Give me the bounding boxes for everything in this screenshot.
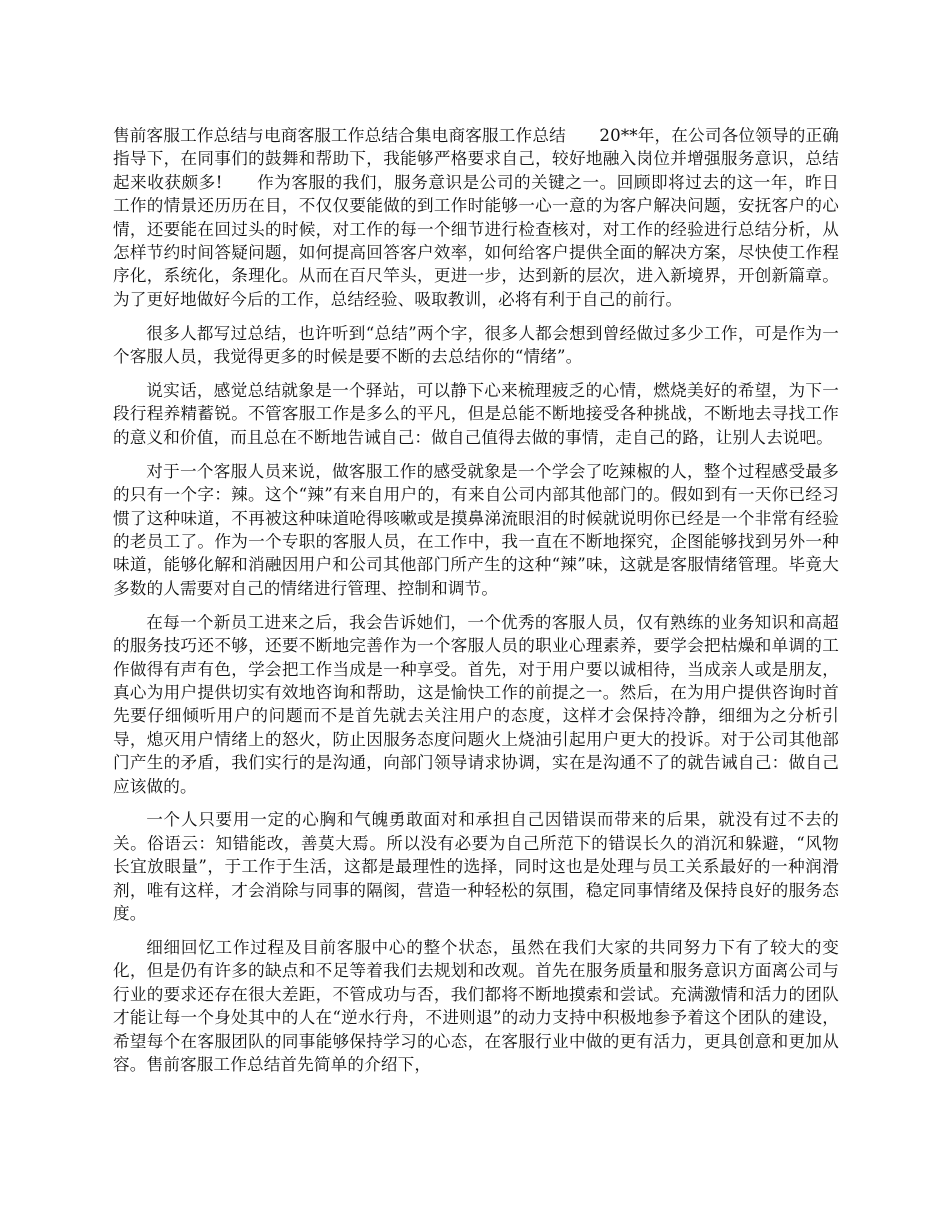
paragraph-facing-mistakes: 一个人只要用一定的心胸和气魄勇敢面对和承担自己因错误而带来的后果，就没有过不去的关。俗语云：知错能改，善莫大焉。所以没有必要为自己所范下的错误长久的消沉和躲避，“风物长宜放眼量”，于工作于生活，这都是最理性的选择，同时这也是处理与员工关系最好的一种润滑剂，唯有这样，才会消除与同事的隔阂，营造一种轻松的氛围，稳定同事情绪及保持良好的服务态度。 (113, 810, 839, 924)
paragraph-new-employee: 在每一个新员工进来之后，我会告诉她们，一个优秀的客服人员，仅有熟练的业务知识和高超的服务技巧还不够，还要不断地完善作为一个客服人员的职业心理素养，要学会把枯燥和单调的工作做得有声有色，学会把工作当成是一种享受。首先，对于用户要以诚相待，当成亲人或是朋友，真心为用户提供切实有效地咨询和帮助，这是愉快工作的前提之一。然后，在为用户提供咨询时首先要仔细倾听用户的问题而不是首先就去关注用户的态度，这样才会保持冷静，细细为之分析引导，熄灭用户情绪上的怒火，防止因服务态度问题火上烧油引起用户更大的投诉。对于公司其他部门产生的矛盾，我们实行的是沟通，向部门领导请求协调，实在是沟通不了的就告诫自己：做自己应该做的。 (113, 612, 839, 796)
paragraph-spicy-feeling: 对于一个客服人员来说，做客服工作的感受就象是一个学会了吃辣椒的人，整个过程感受最多的只有一个字：辣。这个“辣”有来自用户的，有来自公司内部其他部门的。假如到有一天你已经习惯了这种味道，不再被这种味道呛得咳嗽或是摸鼻涕流眼泪的时候就说明你已经是一个非常有经验的老员工了。作为一个专职的客服人员，在工作中，我一直在不断地探究，企图能够找到另外一种味道，能够化解和消融因用户和公司其他部门所产生的这种“辣”味，这就是客服情绪管理。毕竟大多数的人需要对自己的情绪进行管理、控制和调节。 (113, 461, 839, 598)
document-body (113, 124, 839, 1087)
paragraph-review-status: 细细回忆工作过程及目前客服中心的整个状态，虽然在我们大家的共同努力下有了较大的变化，但是仍有许多的缺点和不足等着我们去规划和改观。首先在服务质量和服务意识方面离公司与行业的要求还存在很大差距，不管成功与否，我们都将不断地摸索和尝试。充满激情和活力的团队才能让每一个身处其中的人在“逆水行舟，不进则退”的动力支持中积极地参予着这个团队的建设，希望每个在客服团队的同事能够保持学习的心态，在客服行业中做的更有活力，更具创意和更加从容。售前客服工作总结首先简单的介绍下， (113, 938, 839, 1075)
paragraph-summary-emotion: 很多人都写过总结，也许听到“总结”两个字，很多人都会想到曾经做过多少工作，可是作为一个客服人员，我觉得更多的时候是要不断的去总结你的“情绪”。 (113, 323, 839, 367)
paragraph-summary-station: 说实话，感觉总结就象是一个驿站，可以静下心来梳理疲乏的心情，燃烧美好的希望，为下一段行程养精蓄锐。不管客服工作是多么的平凡，但是总能不断地接受各种挑战，不断地去寻找工作的意义和价值，而且总在不断地告诫自己：做自己值得去做的事情，走自己的路，让别人去说吧。 (113, 381, 839, 447)
paragraph-intro: 售前客服工作总结与电商客服工作总结合集电商客服工作总结 20**年，在公司各位领导的正确指导下，在同事们的鼓舞和帮助下，我能够严格要求自己，较好地融入岗位并增强服务意识，总结起来收获颇多! 作为客服的我们，服务意识是公司的关键之一。回顾即将过去的这一年，昨日工作的情景还历历在目，不仅仅要能做的到工作时能够一心一意的为客户解决问题，安抚客户的心情，还要能在回过头的时候，对工作的每一个细节进行检查核对，对工作的经验进行总结分析，从怎样节约时间答疑问题，如何提高回答客户效率，如何给客户提供全面的解决方案，尽快使工作程序化，系统化，条理化。从而在百尺竿头，更进一步，达到新的层次，进入新境界，开创新篇章。为了更好地做好今后的工作，总结经验、吸取教训，必将有利于自己的前行。 (113, 126, 839, 309)
